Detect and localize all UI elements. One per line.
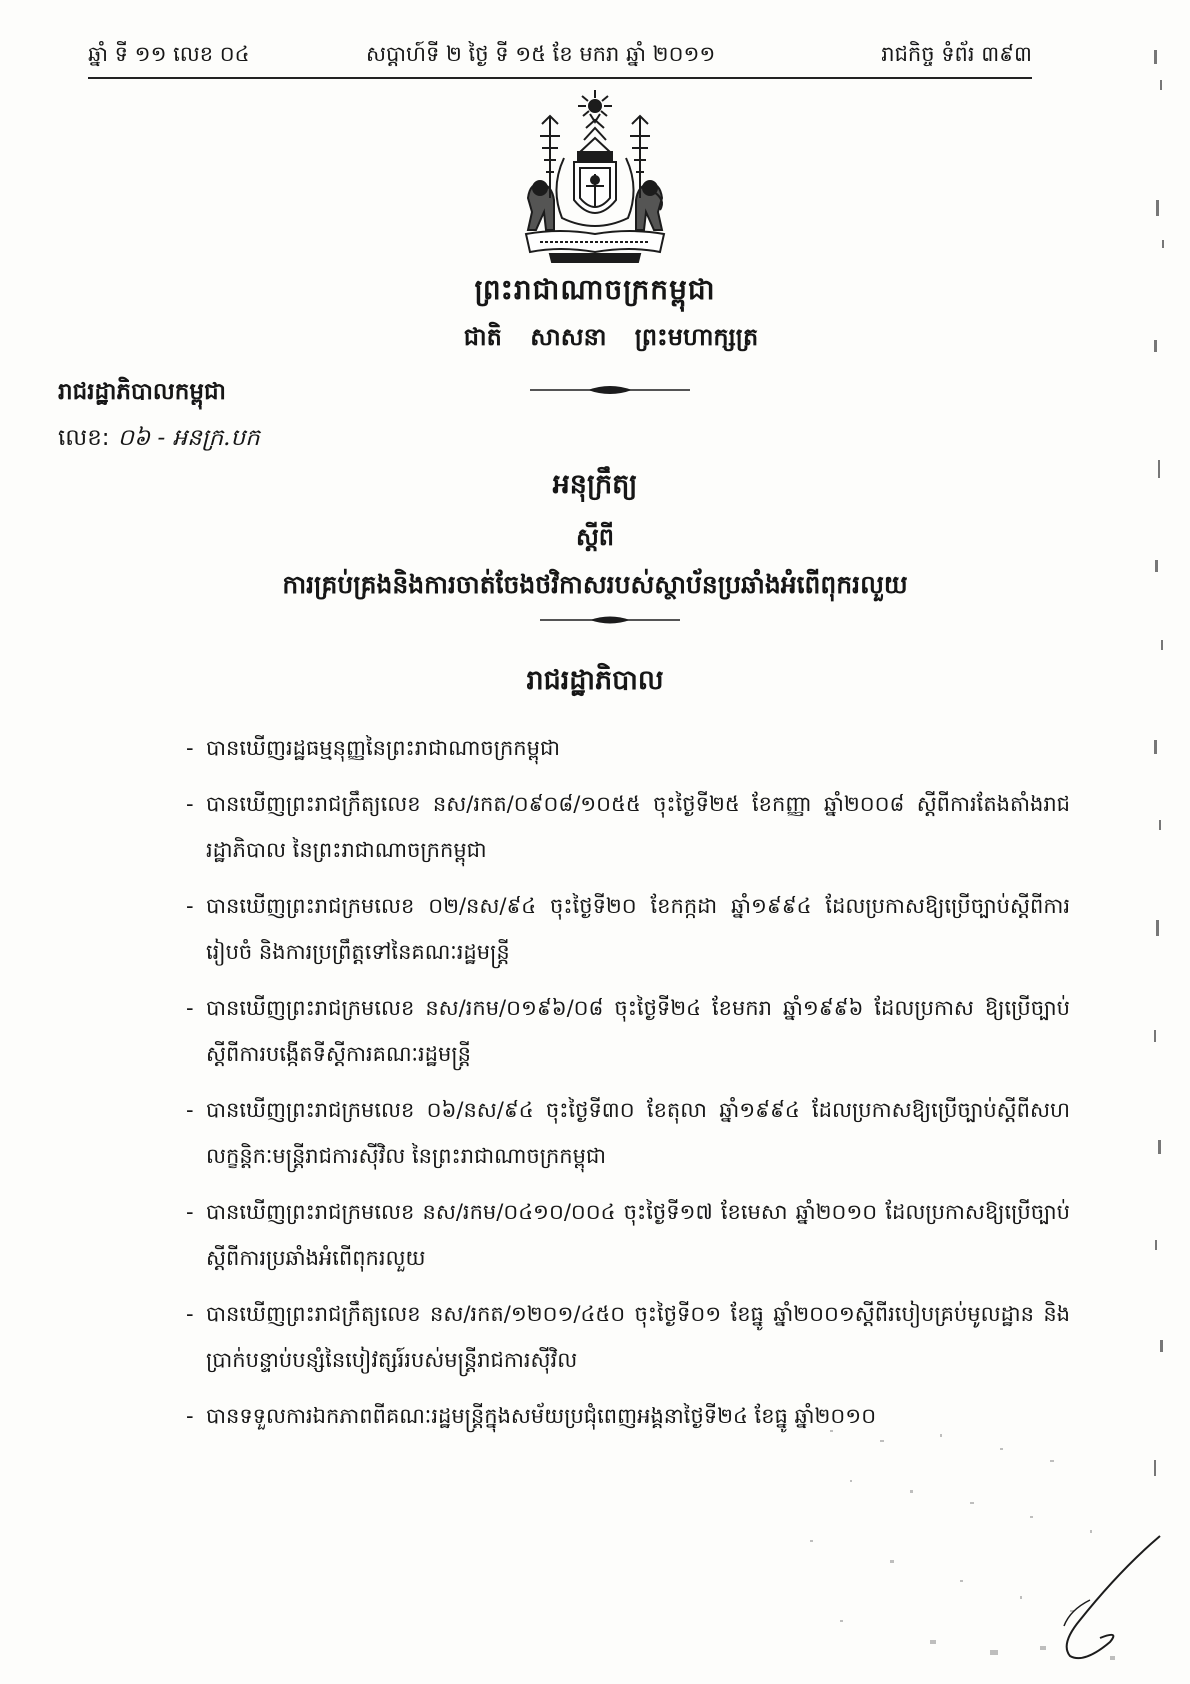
signature-stroke-icon (1040, 1530, 1170, 1670)
issuing-body: រាជរដ្ឋាភិបាលកម្ពុជា (58, 379, 226, 405)
issuing-authority: រាជរដ្ឋាភិបាល (526, 665, 664, 696)
consideration-item: - បានឃើញព្រះរាជក្រមលេខ នស/រកម/០១៩៦/០៨ ចុះថ្ងៃទី២៤ ខែមករា ឆ្នាំ១៩៩៦ ដែលប្រកាស ឱ្យប្រើច្បាប់ស្តីពីការបង្កើតទីស្តីការគណៈរដ្ឋមន្ត្រី (186, 985, 1070, 1077)
consideration-item: - បានឃើញព្រះរាជក្រមលេខ ០៦/នស/៩៤ ចុះថ្ងៃទី៣០ ខែតុលា ឆ្នាំ១៩៩៤ ដែលប្រកាសឱ្យប្រើច្បាប់ស្តីពីសហលក្ខន្តិកៈមន្ត្រីរាជការស៊ីវិល នៃព្រះរាជាណាចក្រកម្ពុជា (186, 1087, 1070, 1179)
consideration-item: - បានឃើញព្រះរាជក្រឹត្យលេខ នស/រកត/០៩០៨/១០៥៥ ចុះថ្ងៃទី២៥ ខែកញ្ញា ឆ្នាំ២០០៨ ស្តីពីការតែងតាំងរាជរដ្ឋាភិបាល នៃព្រះរាជាណាចក្រកម្ពុជា (186, 781, 1070, 873)
document-type: អនុក្រឹត្យ (552, 469, 638, 500)
kingdom-title: ព្រះរាជាណាចក្រកម្ពុជា (474, 273, 716, 306)
reference-number (58, 424, 260, 457)
document-subject: ការគ្រប់គ្រងនិងការចាត់ចែងថវិកាសរបស់ស្ថាប័នប្រឆាំងអំពើពុករលួយ (282, 570, 908, 599)
considerations-list (186, 725, 1070, 1449)
consideration-item: - បានឃើញព្រះរាជក្រមលេខ ០២/នស/៩៤ ចុះថ្ងៃទី២០ ខែកក្កដា ឆ្នាំ១៩៩៤ ដែលប្រកាសឱ្យប្រើច្បាប់ស្តីពីការរៀបចំ និងការប្រព្រឹត្តទៅនៃគណៈរដ្ឋមន្ត្រី (186, 883, 1070, 975)
consideration-item: - បានឃើញព្រះរាជក្រឹត្យលេខ នស/រកត/១២០១/៤៥០ ចុះថ្ងៃទី០១ ខែធ្នូ ឆ្នាំ២០០១ស្តីពីរបៀបគ្រប់មូលដ្ឋាន និងប្រាក់បន្ទាប់បន្សំនៃបៀវត្សរ៍របស់មន្ត្រីរាជការស៊ីវិល (186, 1291, 1070, 1383)
consideration-item: - បានទទួលការឯកភាពពីគណៈរដ្ឋមន្ត្រីក្នុងសម័យប្រជុំពេញអង្គនាថ្ងៃទី២៤ ខែធ្នូ ឆ្នាំ២០១០ (186, 1393, 1070, 1439)
running-header (88, 36, 1032, 72)
gazette-year-issue: ឆ្នាំ ទី ១១ លេខ ០៤ (88, 42, 250, 66)
motto-king: ព្រះមហាក្សត្រ (634, 323, 759, 351)
consideration-item: - បានឃើញព្រះរាជក្រមលេខ នស/រកម/០៤១០/០០៤ ចុះថ្ងៃទី១៧ ខែមេសា ឆ្នាំ២០១០ ដែលប្រកាសឱ្យប្រើច្បាប់ស្តីពីការប្រឆាំងអំពើពុករលួយ (186, 1189, 1070, 1281)
reference-value: ០៦ - អនក្រ.បក (117, 425, 260, 451)
royal-emblem-icon (520, 88, 670, 266)
ornamental-divider-icon (540, 614, 680, 626)
header-divider (88, 77, 1032, 79)
motto-nation: ជាតិ (463, 323, 502, 351)
motto-religion: សាសនា (530, 323, 607, 351)
gazette-week-date: សប្តាហ៍ទី ២ ថ្ងៃ ទី ១៥ ខែ មករា ឆ្នាំ ២០១១ (366, 42, 716, 66)
consideration-item: - បានឃើញរដ្ឋធម្មនុញ្ញនៃព្រះរាជាណាចក្រកម្ពុជា (186, 725, 1070, 771)
about-label: ស្តីពី (575, 523, 615, 551)
gazette-page-number: រាជកិច្ច ទំព័រ ៣៩៣ (881, 42, 1032, 66)
ornamental-divider-icon (530, 384, 690, 396)
national-motto (0, 322, 1190, 357)
reference-label: លេខ: (58, 425, 110, 451)
